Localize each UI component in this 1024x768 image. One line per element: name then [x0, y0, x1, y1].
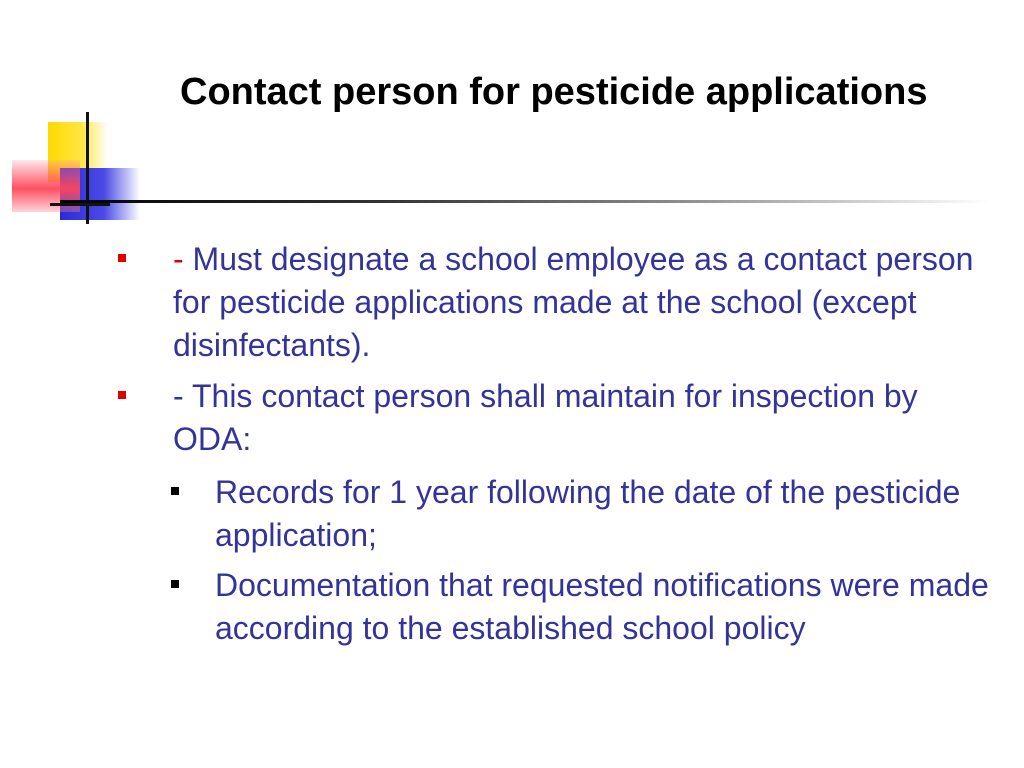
bullet-item-2 — [173, 375, 983, 461]
bullet-text: Must designate a school employee as a contact person for pesticide applications made at the school (except disinfectants). — [173, 241, 974, 363]
black-square-bullet-icon — [171, 487, 179, 495]
bullet-item-4 — [215, 564, 995, 650]
red-square-bullet-icon — [118, 254, 126, 262]
bullet-text: Records for 1 year following the date of the pesticide application; — [215, 474, 961, 553]
black-square-bullet-icon — [171, 580, 179, 588]
bullet-dash: - — [173, 241, 184, 277]
bullet-text: Documentation that requested notifications were made according to the established school policy — [215, 567, 989, 646]
bullet-text: - This contact person shall maintain for inspection by ODA: — [173, 378, 918, 457]
red-square-bullet-icon — [118, 391, 126, 399]
bullet-item-1 — [173, 238, 983, 367]
slide-title: Contact person for pesticide applications — [180, 71, 928, 113]
bullet-item-3 — [215, 471, 995, 557]
